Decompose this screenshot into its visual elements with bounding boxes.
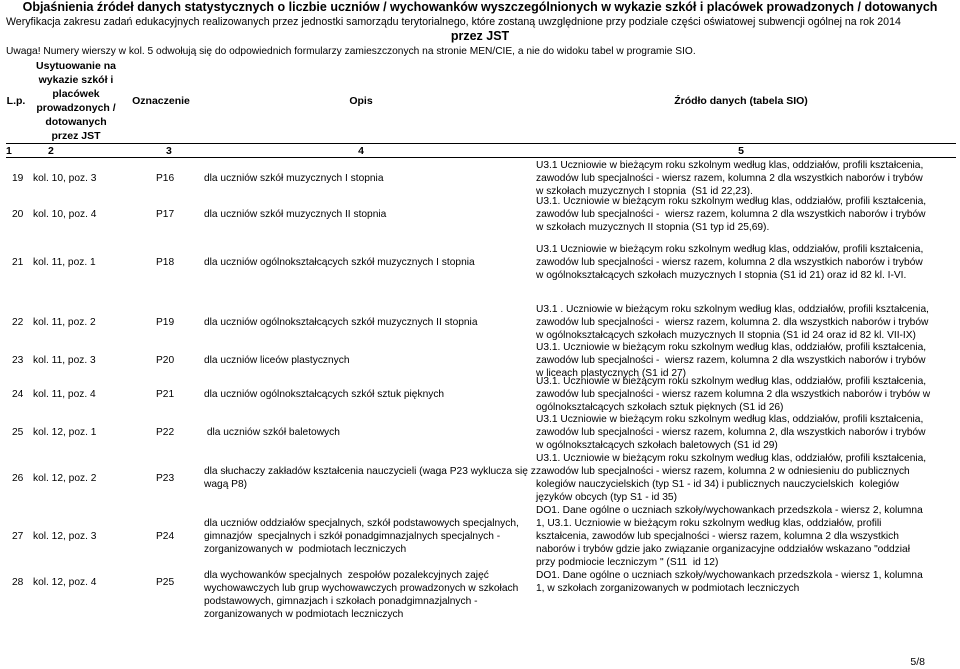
row-description-line: dla wychowanków specjalnych zespołów pozalekcyjnych zajęć <box>204 570 489 581</box>
row-source <box>536 452 956 504</box>
row-oznaczenie: P18 <box>156 257 175 268</box>
row-source-line: zawodów lub specjalności - wiersz razem kolumna 2 dla wszystkich naborów i trybów w <box>536 389 931 400</box>
row-source-line: języków obcych (typ S1 - id 35) <box>536 492 677 503</box>
row-source-line: zawodów lub specjalności - wiersz razem, kolumna 2 dla wszystkich naborów i trybów <box>536 257 923 268</box>
warning-note: Uwaga! Numery wierszy w kol. 5 odwołują się do odpowiednich formularzy zamieszczonych na stronie MEN/CIE, a nie do widoku tabel w programie SIO. <box>6 46 696 57</box>
row-location: kol. 11, poz. 3 <box>33 355 96 366</box>
col-header-zrodlo: Źródło danych (tabela SIO) <box>674 94 808 107</box>
row-source-line: w ogólnokształcących szkołach baletowych (S1 id 29) <box>536 440 778 451</box>
document-title-continuation: przez JST <box>450 29 510 43</box>
row-description <box>204 465 534 491</box>
row-location: kol. 12, poz. 4 <box>33 577 97 588</box>
row-description-line: zorganizowanych w podmiotach leczniczych <box>204 544 407 555</box>
row-source-line: kolegiów nauczycielskich (typ S1 - id 34) i publicznych nauczycielskich kolegiów <box>536 479 899 490</box>
row-number: 26 <box>12 473 24 484</box>
row-source-line: U3.1 Uczniowie w bieżącym roku szkolnym według klas, oddziałów, profili kształcenia, <box>536 414 924 425</box>
row-description <box>204 426 534 439</box>
row-oznaczenie: P25 <box>156 577 175 588</box>
row-location: kol. 11, poz. 2 <box>33 317 96 328</box>
row-description-line: wagą P8) <box>204 479 248 490</box>
row-source-line: w szkołach muzycznych II stopnia (S1 typ id 25,69). <box>536 222 770 233</box>
col-number: 1 <box>6 144 26 158</box>
col-number: 4 <box>196 144 526 158</box>
row-description-line: gimnazjów specjalnych i szkół ponadgimnazjalnych specjalnych - <box>204 531 501 542</box>
row-description <box>204 354 534 367</box>
row-source-line: przy podmiocie leczniczym " (S11 id 12) <box>536 557 719 568</box>
row-description-line: dla uczniów ogólnokształcących szkół muzycznych I stopnia <box>204 257 475 268</box>
row-description <box>204 172 534 185</box>
row-description-line: zorganizowanych w podmiotach leczniczych <box>204 609 404 620</box>
row-source-line: U3.1 Uczniowie w bieżącym roku szkolnym według klas, oddziałów, profili kształcenia, <box>536 160 924 171</box>
table-row <box>6 159 956 195</box>
row-oznaczenie: P17 <box>156 209 175 220</box>
row-source-line: zawodów lub specjalności - wiersz razem, kolumna 2 w odniesieniu do publicznych <box>536 466 910 477</box>
row-source-line: 1, U3.1. Uczniowie w bieżącym roku szkolnym według klas, oddziałów, profili <box>536 518 882 529</box>
table-row <box>6 195 956 243</box>
col-header-opis: Opis <box>349 94 373 107</box>
col-number: 3 <box>126 144 196 158</box>
col-header-location-line: Usytuowanie na <box>36 59 116 72</box>
row-oznaczenie: P16 <box>156 173 175 184</box>
row-source-line: zawodów lub specjalności - wiersz razem, kolumna 2, dla wszystkich naborów i trybów <box>536 427 926 438</box>
row-source-line: zawodów lub specjalności - wiersz razem, kolumna 2 dla wszystkich naborów i trybów <box>536 209 926 220</box>
row-source <box>536 413 956 452</box>
col-header-location-line: prowadzonych / <box>36 101 116 114</box>
page-number: 5/8 <box>910 656 925 668</box>
row-number: 19 <box>12 173 24 184</box>
row-oznaczenie: P21 <box>156 389 175 400</box>
document-title: Objaśnienia źródeł danych statystycznych o liczbie uczniów / wychowanków wyszczególnionych w wykazie szkół i placówek prowadzonych / dotowanych <box>22 0 938 14</box>
row-description-line: dla uczniów szkół baletowych <box>204 427 340 438</box>
row-source <box>536 375 956 414</box>
row-source <box>536 303 956 342</box>
row-number: 27 <box>12 531 24 542</box>
col-header-location-line: przez JST <box>51 129 101 142</box>
row-location: kol. 11, poz. 1 <box>33 257 96 268</box>
row-source-line: U3.1. Uczniowie w bieżącym roku szkolnym według klas, oddziałów, profili kształcenia, <box>536 196 927 207</box>
row-number: 25 <box>12 427 24 438</box>
row-location: kol. 10, poz. 3 <box>33 173 97 184</box>
table-row <box>6 504 956 569</box>
row-source-line: w ogólnokształcących szkołach muzycznych II stopnia (S1 id 24 oraz id 82 kl. VII-IX) <box>536 330 916 341</box>
row-location: kol. 12, poz. 2 <box>33 473 97 484</box>
row-location: kol. 12, poz. 1 <box>33 427 97 438</box>
row-source-line: ogólnokształcących szkołach sztuk pięknych (S1 id 26) <box>536 402 784 413</box>
row-number: 21 <box>12 257 24 268</box>
row-number: 22 <box>12 317 24 328</box>
row-source <box>536 504 956 569</box>
row-description-line: dla uczniów ogólnokształcących szkół sztuk pięknych <box>204 389 445 400</box>
row-source-line: U3.1. Uczniowie w bieżącym roku szkolnym według klas, oddziałów, profili kształcenia, <box>536 376 927 387</box>
row-description-line: dla uczniów szkół muzycznych II stopnia <box>204 209 387 220</box>
row-source-line: U3.1 Uczniowie w bieżącym roku szkolnym według klas, oddziałów, profili kształcenia, <box>536 244 924 255</box>
row-number: 28 <box>12 577 24 588</box>
table-row <box>6 341 956 379</box>
row-source-line: naborów i trybów gdzie jako związanie organizacyjne oddziałów wskazano "oddział <box>536 544 910 555</box>
col-header-lp: L.p. <box>6 94 26 107</box>
row-source <box>536 243 956 282</box>
row-oznaczenie: P22 <box>156 427 175 438</box>
row-description-line: dla uczniów oddziałów specjalnych, szkół podstawowych specjalnych, <box>204 518 519 529</box>
row-source <box>536 159 956 198</box>
row-source-line: w szkołach muzycznych I stopnia (S1 id 22,23). <box>536 186 753 197</box>
row-source-line: DO1. Dane ogólne o uczniach szkoły/wychowankach przedszkola - wiersz 2, kolumna <box>536 505 923 516</box>
col-number: 2 <box>26 144 126 158</box>
row-description <box>204 316 534 329</box>
row-description-line: dla uczniów liceów plastycznych <box>204 355 350 366</box>
col-header-location-line: dotowanych <box>45 115 107 128</box>
row-source-line: 1, w szkołach zorganizowanych w podmiotach leczniczych <box>536 583 800 594</box>
row-description <box>204 208 534 221</box>
row-description-line: dla uczniów ogólnokształcących szkół muzycznych II stopnia <box>204 317 478 328</box>
row-description <box>204 517 534 556</box>
row-number: 20 <box>12 209 24 220</box>
row-number: 23 <box>12 355 24 366</box>
table-row <box>6 569 956 624</box>
row-description <box>204 388 534 401</box>
row-oznaczenie: P24 <box>156 531 175 542</box>
table-row <box>6 303 956 341</box>
row-description <box>204 256 534 269</box>
table-row <box>6 452 956 504</box>
row-source-line: U3.1. Uczniowie w bieżącym roku szkolnym według klas, oddziałów, profili kształcenia, <box>536 342 927 353</box>
row-source-line: U3.1 . Uczniowie w bieżącym roku szkolnym według klas, oddziałów, profili kształcenia, <box>536 304 929 315</box>
row-number: 24 <box>12 389 24 400</box>
row-oznaczenie: P19 <box>156 317 175 328</box>
col-number: 5 <box>526 144 956 158</box>
row-description <box>204 569 534 621</box>
row-source <box>536 195 956 234</box>
table-row <box>6 243 956 303</box>
row-source-line: w liceach plastycznych (S1 id 27) <box>536 368 687 379</box>
row-source <box>536 569 956 595</box>
row-source-line: zawodów lub specjalności - wiersz razem, kolumna 2 dla wszystkich naborów i trybów <box>536 173 923 184</box>
row-description-line: wychowawczych lub grup wychowawczych prowadzonych w szkołach <box>204 583 519 594</box>
document-subtitle: Weryfikacja zakresu zadań edukacyjnych realizowanych przez jednostki samorządu terytorialnego, które zostaną uwzględnione przy podziale części oświatowej subwencji ogólnej na rok 2014 <box>6 16 901 28</box>
row-description-line: dla słuchaczy zakładów kształcenia nauczycieli (waga P23 wyklucza się z <box>204 466 536 477</box>
row-location: kol. 11, poz. 4 <box>33 389 96 400</box>
row-source-line: DO1. Dane ogólne o uczniach szkoły/wychowankach przedszkola - wiersz 1, kolumna <box>536 570 923 581</box>
row-source-line: U3.1. Uczniowie w bieżącym roku szkolnym według klas, oddziałów, profili kształcenia, <box>536 453 927 464</box>
row-location: kol. 10, poz. 4 <box>33 209 97 220</box>
table-row <box>6 375 956 413</box>
col-header-location-line: placówek <box>52 87 100 100</box>
table-row <box>6 413 956 452</box>
row-source-line: w ogólnokształcących szkołach muzycznych I stopnia (S1 id 21) oraz id 82 kl. I-VI. <box>536 270 907 281</box>
row-source-line: kształcenia, zawodów lub specjalności - wiersz razem, kolumna 2 dla wszystkich <box>536 531 899 542</box>
row-source-line: zawodów lub specjalności - wiersz razem, kolumna 2 dla wszystkich naborów i trybów <box>536 355 926 366</box>
row-description-line: podstawowych, gimnazjach i szkołach ponadgimnazjalnych - <box>204 596 478 607</box>
col-header-oznaczenie: Oznaczenie <box>132 94 190 107</box>
row-source-line: zawodów lub specjalności - wiersz razem, kolumna 2. dla wszystkich naborów i trybów <box>536 317 929 328</box>
row-oznaczenie: P20 <box>156 355 175 366</box>
row-description-line: dla uczniów szkół muzycznych I stopnia <box>204 173 384 184</box>
row-location: kol. 12, poz. 3 <box>33 531 97 542</box>
row-oznaczenie: P23 <box>156 473 175 484</box>
col-header-location-line: wykazie szkół i <box>38 73 114 86</box>
